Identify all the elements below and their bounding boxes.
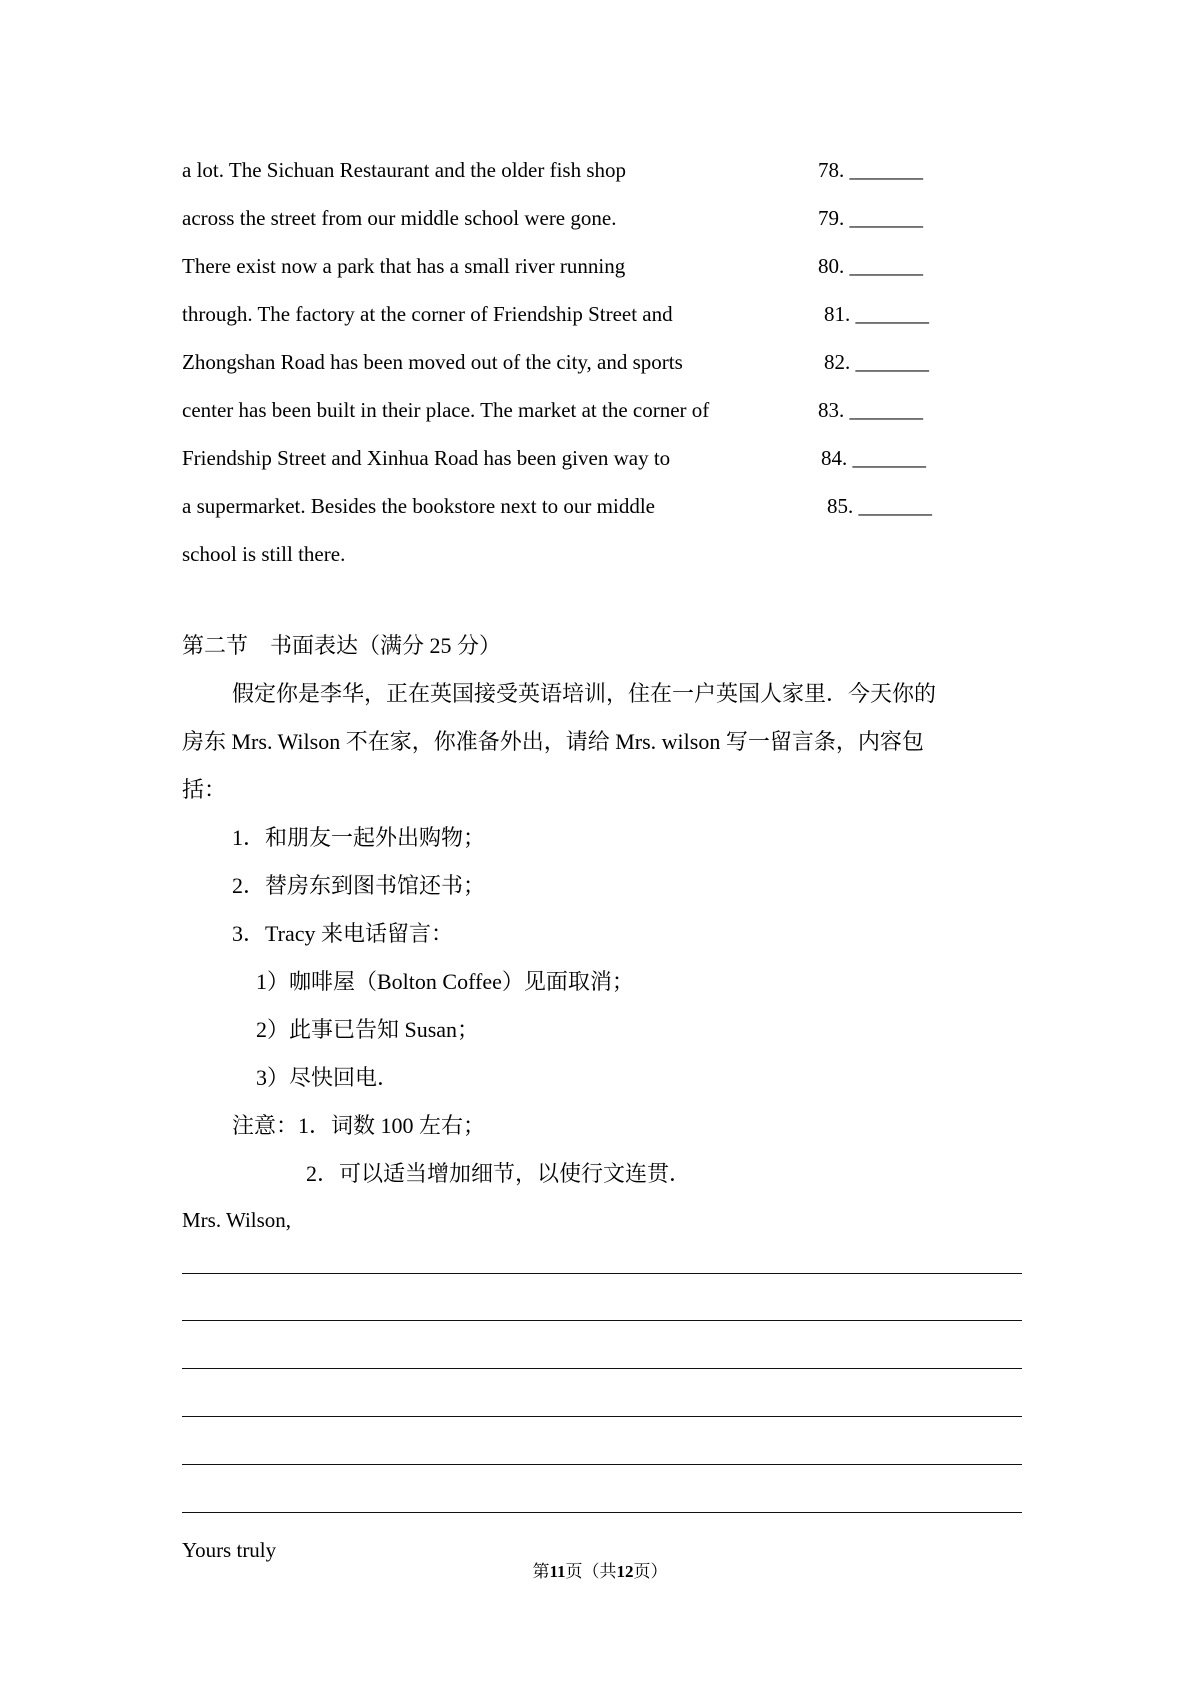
passage-line: Zhongshan Road has been moved out of the city, and sports bbox=[182, 350, 683, 374]
answer-blank-83[interactable]: 83. _______ bbox=[818, 398, 923, 422]
intro-line: 房东 Mrs. Wilson 不在家，你准备外出，请给 Mrs. wilson 写一留言条，内容包 bbox=[182, 729, 924, 754]
closing: Yours truly bbox=[182, 1538, 277, 1562]
passage-line: There exist now a park that has a small river running bbox=[182, 254, 626, 278]
intro-line: 括： bbox=[182, 777, 227, 802]
writing-line[interactable] bbox=[182, 1320, 1022, 1321]
writing-line[interactable] bbox=[182, 1512, 1022, 1513]
current-page-number: 11 bbox=[549, 1562, 566, 1581]
answer-blank-85[interactable]: 85. _______ bbox=[827, 494, 932, 518]
note-line: 注意：1．词数 100 左右； bbox=[232, 1113, 486, 1138]
content-subitem: 3）尽快回电． bbox=[256, 1065, 400, 1090]
writing-line[interactable] bbox=[182, 1416, 1022, 1417]
answer-blank-79[interactable]: 79. _______ bbox=[818, 206, 923, 230]
content-subitem: 2）此事已告知 Susan； bbox=[256, 1017, 480, 1042]
content-item: 3．Tracy 来电话留言： bbox=[232, 921, 454, 946]
passage-line: through. The factory at the corner of Friendship Street and bbox=[182, 302, 673, 326]
answer-blank-80[interactable]: 80. _______ bbox=[818, 254, 923, 278]
passage-line: Friendship Street and Xinhua Road has been given way to bbox=[182, 446, 671, 470]
passage-line: center has been built in their place. The market at the corner of bbox=[182, 398, 710, 422]
content-subitem: 1）咖啡屋（Bolton Coffee）见面取消； bbox=[256, 969, 634, 994]
content-item: 1．和朋友一起外出购物； bbox=[232, 825, 486, 850]
passage-line: a lot. The Sichuan Restaurant and the older fish shop bbox=[182, 158, 627, 182]
total-page-number: 12 bbox=[616, 1562, 634, 1581]
salutation: Mrs. Wilson, bbox=[182, 1208, 292, 1232]
answer-blank-84[interactable]: 84. _______ bbox=[821, 446, 926, 470]
footer-middle: 页（共 bbox=[565, 1562, 617, 1581]
passage-line: across the street from our middle school were gone. bbox=[182, 206, 617, 230]
writing-line[interactable] bbox=[182, 1273, 1022, 1274]
content-item: 2．替房东到图书馆还书； bbox=[232, 873, 486, 898]
answer-blank-81[interactable]: 81. _______ bbox=[824, 302, 929, 326]
writing-line[interactable] bbox=[182, 1464, 1022, 1465]
footer-prefix: 第 bbox=[532, 1562, 550, 1581]
answer-blank-82[interactable]: 82. _______ bbox=[824, 350, 929, 374]
passage-line: school is still there. bbox=[182, 542, 346, 566]
passage-line: a supermarket. Besides the bookstore next to our middle bbox=[182, 494, 655, 518]
footer-suffix: 页） bbox=[633, 1562, 668, 1581]
intro-line: 假定你是李华，正在英国接受英语培训，住在一户英国人家里．今天你的 bbox=[232, 681, 937, 706]
page-footer bbox=[0, 1560, 1200, 1584]
note-line: 2．可以适当增加细节，以使行文连贯． bbox=[306, 1161, 692, 1186]
writing-line[interactable] bbox=[182, 1368, 1022, 1369]
section-heading: 第二节 书面表达（满分 25 分） bbox=[182, 633, 502, 658]
answer-blank-78[interactable]: 78. _______ bbox=[818, 158, 923, 182]
